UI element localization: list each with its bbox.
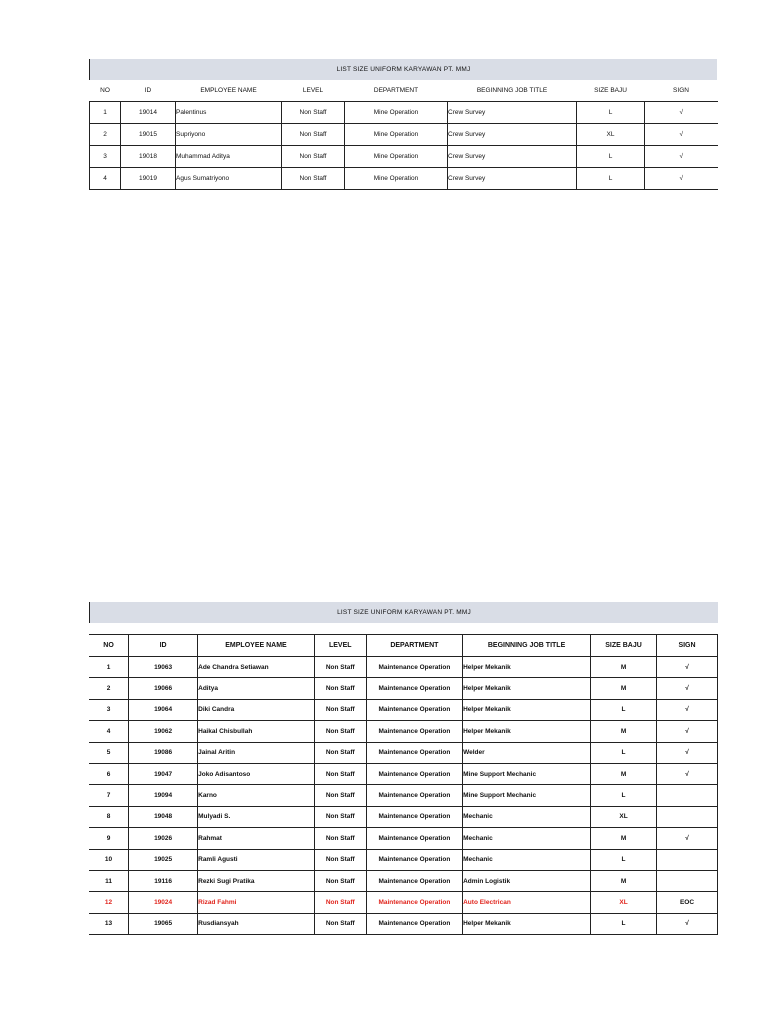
cell-employee-name: Haikal Chisbullah xyxy=(198,721,315,742)
cell-sign: √ xyxy=(657,828,718,849)
table-row xyxy=(90,102,718,124)
table-row xyxy=(89,913,718,934)
cell-employee-name: Palentinus xyxy=(176,102,282,124)
cell-job-title: Helper Mekanik xyxy=(463,699,591,720)
cell-department: Maintenance Operation xyxy=(366,742,462,763)
cell-employee-name: Rezki Sugi Pratika xyxy=(198,870,315,891)
cell-size-baju: M xyxy=(591,763,657,784)
cell-no: 3 xyxy=(89,699,129,720)
table-row xyxy=(90,124,718,146)
cell-id: 19064 xyxy=(129,699,198,720)
cell-job-title: Crew Survey xyxy=(448,146,577,168)
cell-id: 19065 xyxy=(129,913,198,934)
cell-level: Non Staff xyxy=(314,678,366,699)
cell-size-baju: L xyxy=(591,699,657,720)
cell-job-title: Crew Survey xyxy=(448,124,577,146)
table-row xyxy=(89,721,718,742)
col-header-job-title: BEGINNING JOB TITLE xyxy=(463,635,591,657)
cell-sign: √ xyxy=(645,168,718,190)
table-row xyxy=(89,870,718,891)
cell-sign: √ xyxy=(657,699,718,720)
cell-no: 2 xyxy=(90,124,121,146)
cell-id: 19025 xyxy=(129,849,198,870)
cell-job-title: Mine Support Mechanic xyxy=(463,763,591,784)
cell-size-baju: M xyxy=(591,828,657,849)
sheet-title: LIST SIZE UNIFORM KARYAWAN PT. MMJ xyxy=(89,59,717,80)
col-header-department: DEPARTMENT xyxy=(366,635,462,657)
table-row xyxy=(89,657,718,678)
cell-department: Maintenance Operation xyxy=(366,913,462,934)
cell-level: Non Staff xyxy=(314,849,366,870)
cell-job-title: Crew Survey xyxy=(448,168,577,190)
cell-sign: EOC xyxy=(657,892,718,913)
cell-job-title: Crew Survey xyxy=(448,102,577,124)
cell-department: Maintenance Operation xyxy=(366,721,462,742)
cell-id: 19048 xyxy=(129,806,198,827)
table-row xyxy=(89,892,718,913)
cell-id: 19019 xyxy=(121,168,176,190)
cell-department: Maintenance Operation xyxy=(366,828,462,849)
cell-department: Maintenance Operation xyxy=(366,806,462,827)
cell-employee-name: Supriyono xyxy=(176,124,282,146)
cell-size-baju: L xyxy=(591,785,657,806)
cell-sign xyxy=(657,806,718,827)
cell-job-title: Helper Mekanik xyxy=(463,657,591,678)
cell-level: Non Staff xyxy=(314,828,366,849)
uniform-table-2 xyxy=(89,634,718,935)
cell-department: Maintenance Operation xyxy=(366,870,462,891)
cell-size-baju: L xyxy=(577,102,645,124)
cell-job-title: Mine Support Mechanic xyxy=(463,785,591,806)
cell-id: 19015 xyxy=(121,124,176,146)
cell-employee-name: Ade Chandra Setiawan xyxy=(198,657,315,678)
cell-no: 12 xyxy=(89,892,129,913)
table-row xyxy=(89,828,718,849)
table-row xyxy=(89,742,718,763)
cell-job-title: Welder xyxy=(463,742,591,763)
cell-level: Non Staff xyxy=(314,742,366,763)
table-row xyxy=(89,763,718,784)
col-header-employee-name: EMPLOYEE NAME xyxy=(176,80,282,102)
table-row xyxy=(89,849,718,870)
cell-size-baju: M xyxy=(591,721,657,742)
cell-size-baju: XL xyxy=(577,124,645,146)
cell-no: 8 xyxy=(89,806,129,827)
cell-employee-name: Karno xyxy=(198,785,315,806)
uniform-table-1 xyxy=(89,80,718,190)
cell-sign: √ xyxy=(657,657,718,678)
cell-level: Non Staff xyxy=(314,721,366,742)
table-row xyxy=(89,699,718,720)
cell-department: Mine Operation xyxy=(345,168,448,190)
header-row xyxy=(90,80,718,102)
cell-sign: √ xyxy=(657,913,718,934)
cell-id: 19066 xyxy=(129,678,198,699)
col-header-level: LEVEL xyxy=(282,80,345,102)
cell-department: Mine Operation xyxy=(345,146,448,168)
cell-id: 19026 xyxy=(129,828,198,849)
cell-employee-name: Aditya xyxy=(198,678,315,699)
cell-employee-name: Muhammad Aditya xyxy=(176,146,282,168)
cell-no: 9 xyxy=(89,828,129,849)
col-header-job-title: BEGINNING JOB TITLE xyxy=(448,80,577,102)
cell-no: 4 xyxy=(89,721,129,742)
cell-id: 19086 xyxy=(129,742,198,763)
cell-no: 2 xyxy=(89,678,129,699)
cell-level: Non Staff xyxy=(314,785,366,806)
cell-level: Non Staff xyxy=(282,124,345,146)
cell-level: Non Staff xyxy=(314,657,366,678)
cell-id: 19063 xyxy=(129,657,198,678)
col-header-size-baju: SIZE BAJU xyxy=(591,635,657,657)
cell-job-title: Helper Mekanik xyxy=(463,913,591,934)
cell-employee-name: Mulyadi S. xyxy=(198,806,315,827)
cell-size-baju: XL xyxy=(591,806,657,827)
table-row xyxy=(90,146,718,168)
cell-id: 19014 xyxy=(121,102,176,124)
cell-employee-name: Joko Adisantoso xyxy=(198,763,315,784)
cell-level: Non Staff xyxy=(314,913,366,934)
cell-level: Non Staff xyxy=(282,102,345,124)
cell-no: 6 xyxy=(89,763,129,784)
cell-department: Maintenance Operation xyxy=(366,657,462,678)
uniform-list-sheet-2 xyxy=(89,602,718,935)
cell-sign xyxy=(657,785,718,806)
cell-size-baju: M xyxy=(591,870,657,891)
cell-employee-name: Ramli Agusti xyxy=(198,849,315,870)
col-header-size-baju: SIZE BAJU xyxy=(577,80,645,102)
cell-no: 4 xyxy=(90,168,121,190)
col-header-id: ID xyxy=(129,635,198,657)
cell-sign: √ xyxy=(657,742,718,763)
cell-sign: √ xyxy=(657,721,718,742)
cell-no: 10 xyxy=(89,849,129,870)
cell-department: Maintenance Operation xyxy=(366,699,462,720)
cell-sign: √ xyxy=(645,124,718,146)
cell-department: Mine Operation xyxy=(345,102,448,124)
cell-job-title: Mechanic xyxy=(463,849,591,870)
cell-job-title: Auto Electrican xyxy=(463,892,591,913)
cell-department: Maintenance Operation xyxy=(366,678,462,699)
cell-department: Maintenance Operation xyxy=(366,892,462,913)
cell-employee-name: Diki Candra xyxy=(198,699,315,720)
cell-job-title: Admin Logistik xyxy=(463,870,591,891)
cell-sign xyxy=(657,870,718,891)
cell-level: Non Staff xyxy=(282,168,345,190)
cell-id: 19024 xyxy=(129,892,198,913)
cell-id: 19116 xyxy=(129,870,198,891)
cell-sign: √ xyxy=(645,146,718,168)
cell-sign: √ xyxy=(657,763,718,784)
cell-department: Maintenance Operation xyxy=(366,849,462,870)
cell-size-baju: L xyxy=(591,742,657,763)
cell-size-baju: XL xyxy=(591,892,657,913)
table-row xyxy=(89,806,718,827)
cell-level: Non Staff xyxy=(314,763,366,784)
col-header-employee-name: EMPLOYEE NAME xyxy=(198,635,315,657)
cell-job-title: Mechanic xyxy=(463,828,591,849)
cell-id: 19062 xyxy=(129,721,198,742)
col-header-level: LEVEL xyxy=(314,635,366,657)
cell-employee-name: Jainal Aritin xyxy=(198,742,315,763)
cell-size-baju: L xyxy=(577,168,645,190)
cell-no: 1 xyxy=(89,657,129,678)
cell-sign xyxy=(657,849,718,870)
header-row xyxy=(89,635,718,657)
cell-job-title: Mechanic xyxy=(463,806,591,827)
cell-no: 7 xyxy=(89,785,129,806)
cell-department: Maintenance Operation xyxy=(366,763,462,784)
cell-no: 13 xyxy=(89,913,129,934)
col-header-no: NO xyxy=(90,80,121,102)
cell-level: Non Staff xyxy=(282,146,345,168)
cell-sign: √ xyxy=(645,102,718,124)
col-header-id: ID xyxy=(121,80,176,102)
col-header-sign: SIGN xyxy=(657,635,718,657)
sheet-title: LIST SIZE UNIFORM KARYAWAN PT. MMJ xyxy=(89,602,718,623)
col-header-department: DEPARTMENT xyxy=(345,80,448,102)
cell-level: Non Staff xyxy=(314,870,366,891)
cell-department: Mine Operation xyxy=(345,124,448,146)
cell-size-baju: L xyxy=(591,913,657,934)
cell-size-baju: L xyxy=(591,849,657,870)
cell-no: 1 xyxy=(90,102,121,124)
table-row xyxy=(89,678,718,699)
cell-level: Non Staff xyxy=(314,699,366,720)
cell-employee-name: Rahmat xyxy=(198,828,315,849)
col-header-no: NO xyxy=(89,635,129,657)
cell-employee-name: Rizad Fahmi xyxy=(198,892,315,913)
cell-job-title: Helper Mekanik xyxy=(463,678,591,699)
cell-no: 5 xyxy=(89,742,129,763)
cell-no: 3 xyxy=(90,146,121,168)
table-row xyxy=(90,168,718,190)
col-header-sign: SIGN xyxy=(645,80,718,102)
cell-size-baju: L xyxy=(577,146,645,168)
cell-size-baju: M xyxy=(591,678,657,699)
cell-level: Non Staff xyxy=(314,806,366,827)
cell-employee-name: Agus Sumatriyono xyxy=(176,168,282,190)
table-row xyxy=(89,785,718,806)
cell-id: 19094 xyxy=(129,785,198,806)
cell-id: 19047 xyxy=(129,763,198,784)
cell-job-title: Helper Mekanik xyxy=(463,721,591,742)
cell-employee-name: Rusdiansyah xyxy=(198,913,315,934)
uniform-list-sheet-1 xyxy=(89,59,717,190)
cell-id: 19018 xyxy=(121,146,176,168)
cell-no: 11 xyxy=(89,870,129,891)
cell-size-baju: M xyxy=(591,657,657,678)
cell-level: Non Staff xyxy=(314,892,366,913)
cell-department: Maintenance Operation xyxy=(366,785,462,806)
cell-sign: √ xyxy=(657,678,718,699)
